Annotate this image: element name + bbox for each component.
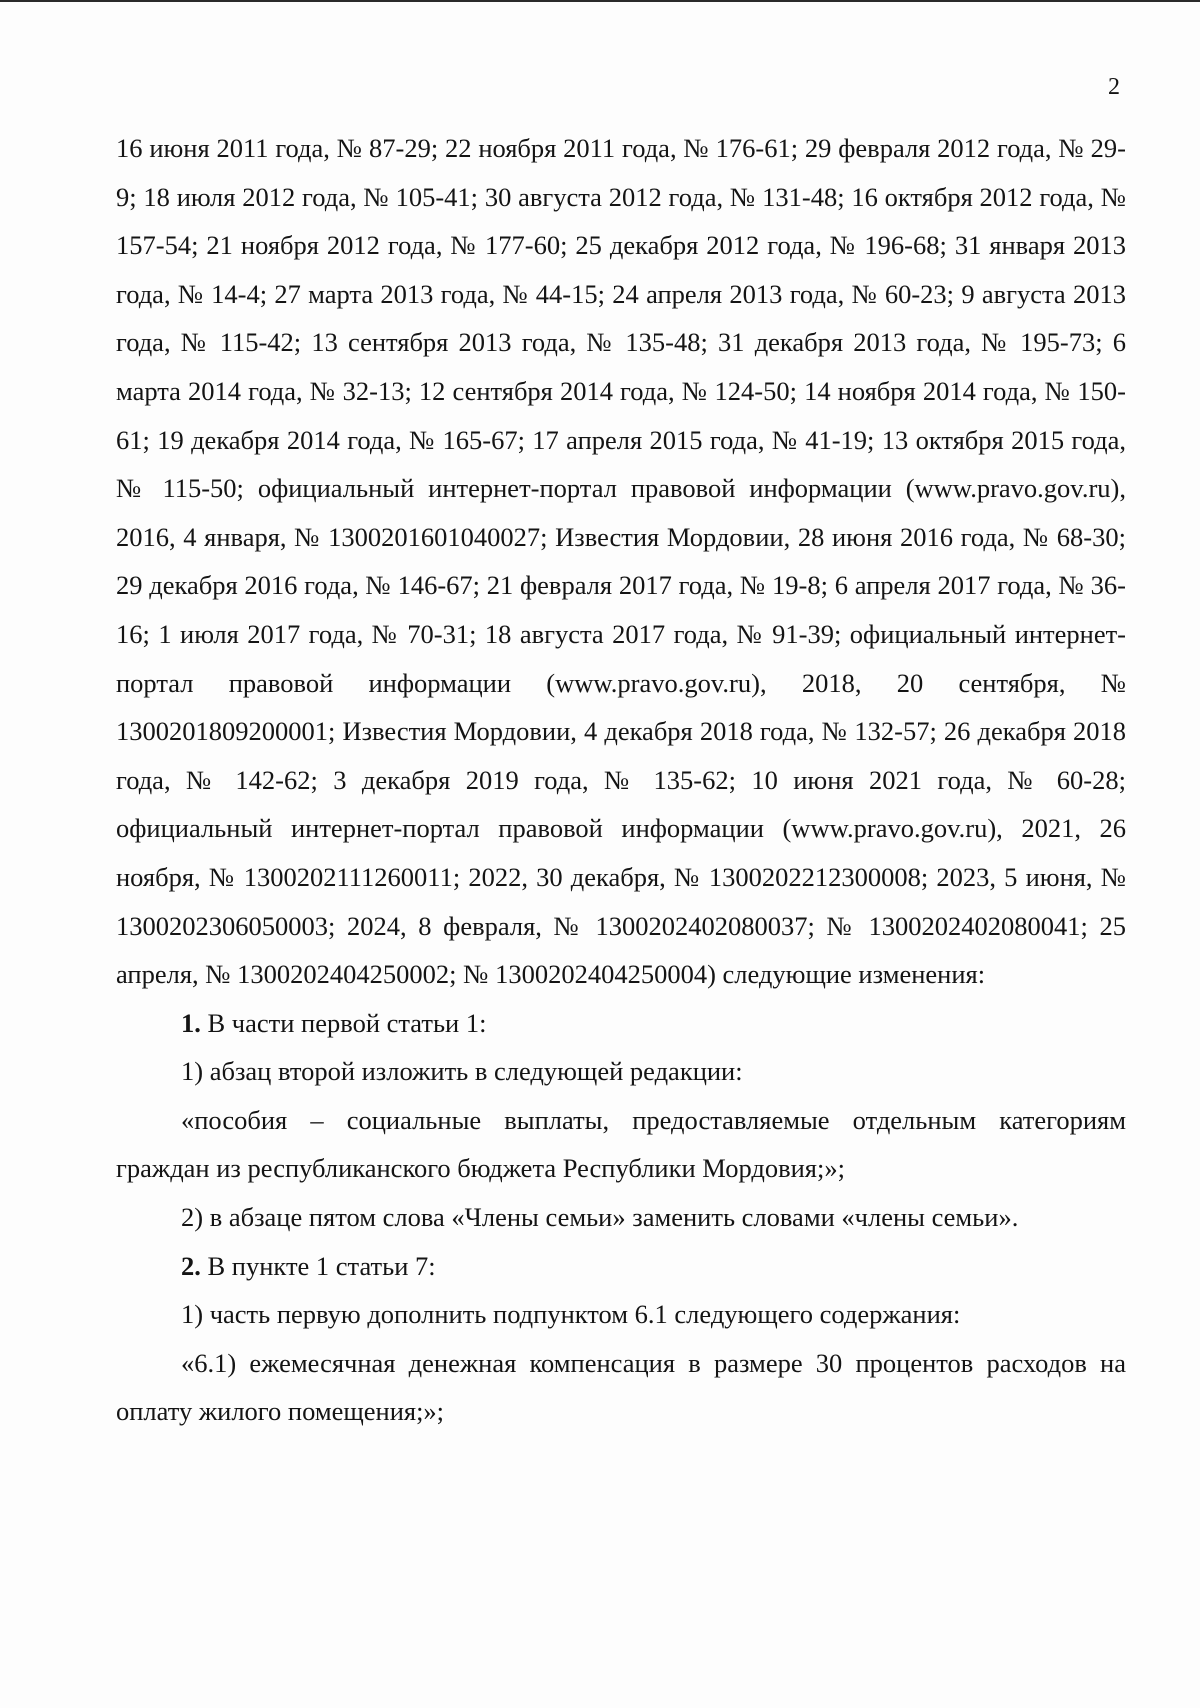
item-2-1: 1) часть первую дополнить подпунктом 6.1 следующего содержания:: [181, 1299, 961, 1330]
page-number: 2: [1108, 74, 1120, 100]
document-body: [116, 124, 1126, 1436]
section-2-number: 2.: [181, 1250, 201, 1281]
item-1-1-quote: «пособия – социальные выплаты, предоставляемые отдельным категориям граждан из республиканского бюджета Республики Мордовия;»;: [116, 1104, 1126, 1184]
item-1-1: 1) абзац второй изложить в следующей редакции:: [181, 1056, 743, 1087]
section-2-text: В пункте 1 статьи 7:: [200, 1250, 436, 1281]
amendment-sources-paragraph: 16 июня 2011 года, № 87-29; 22 ноября 2011 года, № 176-61; 29 февраля 2012 года, № 29-9; 18 июля 2012 года, № 105-41; 30 августа 2012 года, № 131-48; 16 октября 2012 года, № 157-54; 21 ноября 2012 года, № 177-60; 25 декабря 2012 года, № 196-68; 31 января 2013 года, № 14-4; 27 марта 2013 года, № 44-15; 24 апреля 2013 года, № 60-23; 9 августа 2013 года, № 115-42; 13 сентября 2013 года, № 135-48; 31 декабря 2013 года, № 195-73; 6 марта 2014 года, № 32-13; 12 сентября 2014 года, № 124-50; 14 ноября 2014 года, № 150-61; 19 декабря 2014 года, № 165-67; 17 апреля 2015 года, № 41-19; 13 октября 2015 года, № 115-50; официальный интернет-портал правовой информации (www.pravo.gov.ru), 2016, 4 января, № 1300201601040027; Известия Мордовии, 28 июня 2016 года, № 68-30; 29 декабря 2016 года, № 146-67; 21 февраля 2017 года, № 19-8; 6 апреля 2017 года, № 36-16; 1 июля 2017 года, № 70-31; 18 августа 2017 года, № 91-39; официальный интернет-портал правовой информации (www.pravo.gov.ru), 2018, 20 сентября, № 1300201809200001; Известия Мордовии, 4 декабря 2018 года, № 132-57; 26 декабря 2018 года, № 142-62; 3 декабря 2019 года, № 135-62; 10 июня 2021 года, № 60-28; официальный интернет-портал правовой информации (www.pravo.gov.ru), 2021, 26 ноября, № 1300202111260011; 2022, 30 декабря, № 1300202212300008; 2023, 5 июня, № 1300202306050003; 2024, 8 февраля, № 1300202402080037; № 1300202402080041; 25 апреля, № 1300202404250002; № 1300202404250004) следующие изменения:: [116, 133, 1126, 990]
item-1-2: 2) в абзаце пятом слова «Члены семьи» заменить словами «члены семьи».: [181, 1202, 1019, 1233]
section-1-heading: [116, 999, 1126, 1048]
section-1-number: 1.: [181, 1007, 201, 1038]
section-1-text: В части первой статьи 1:: [200, 1007, 487, 1038]
section-2-heading: [116, 1242, 1126, 1291]
scan-top-edge: [0, 0, 1200, 2]
item-2-1-quote: «6.1) ежемесячная денежная компенсация в размере 30 процентов расходов на оплату жилого помещения;»;: [116, 1347, 1126, 1427]
